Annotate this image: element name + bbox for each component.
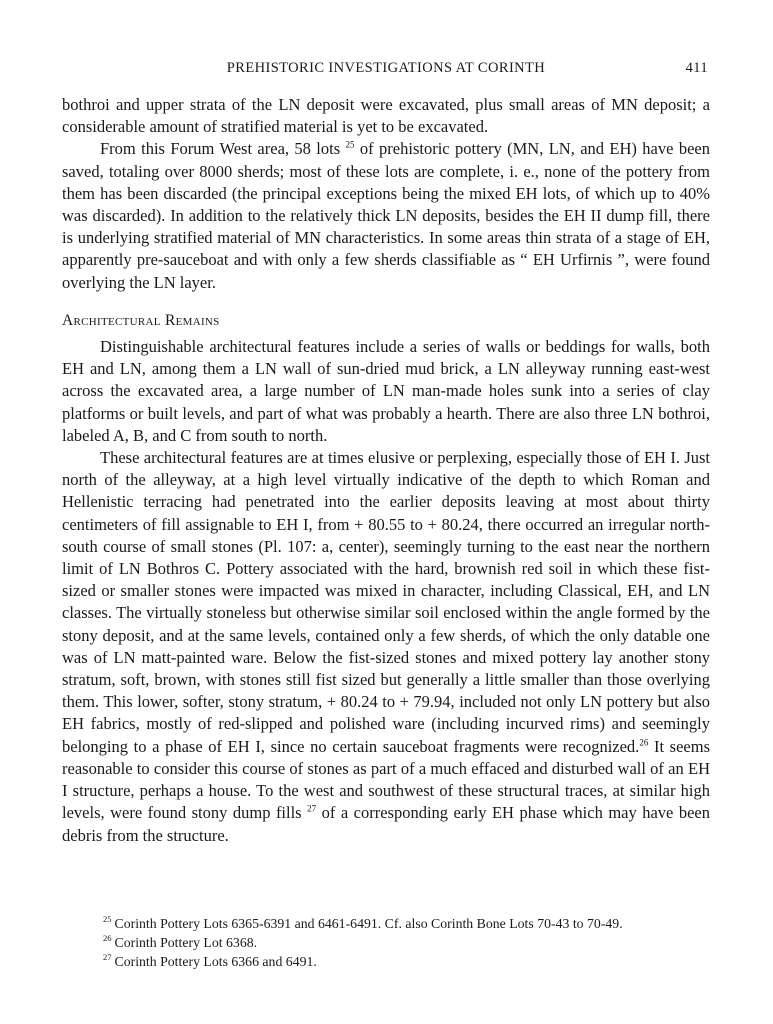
footnote-text: Corinth Pottery Lots 6365-6391 and 6461-6491. Cf. also Corinth Bone Lots 70-43 to 70-49. [114,916,623,931]
paragraph-2-text-a: From this Forum West area, 58 lots [100,139,341,159]
footnote-27 [103,952,713,971]
footnote-text: Corinth Pottery Lots 6366 and 6491. [114,954,317,969]
footnote-25 [103,914,713,933]
footnote-text: Corinth Pottery Lot 6368. [114,935,258,950]
paragraph-1 [62,94,710,138]
footnote-ref-25[interactable]: 25 [345,139,355,150]
paragraph-4 [62,447,710,847]
paragraph-3-text: Distinguishable architectural features include a series of walls or beddings for walls, both EH and LN, among them a LN wall of sun-dried mud brick, a LN alleyway running east-west across the excavated area, a large number of LN man-made holes sunk into a series of clay platforms or built levels, and part of what was probably a hearth. There are also three LN bothroi, labeled A, B, and C from south to north. [62,337,710,445]
section-heading: Architectural Remains [62,311,220,329]
footnote-ref-27[interactable]: 27 [307,803,317,814]
footnote-number: 25 [103,914,112,925]
footnote-number: 27 [103,952,112,963]
paragraph-1-text: bothroi and upper strata of the LN deposit were excavated, plus small areas of MN deposit; a considerable amount of stratified material is yet to be excavated. [62,95,710,137]
footnotes [103,914,713,971]
body-text [62,94,710,847]
paragraph-2-text-b: of prehistoric pottery (MN, LN, and EH) have been saved, totaling over 8000 sherds; most of these lots are complete, i. e., none of the pottery from them has been discarded (the principal exceptions being the mixed EH lots, of which up to 40% was discarded). In addition to the relatively thick LN deposits, besides the EH II dump fill, there is underlying stratified material of MN characteristics. In some areas thin strata of a stage of EH, apparently pre-sauceboat and with only a few sherds classifiable as “ EH Urfirnis ”, were found overlying the LN layer. [62,139,710,292]
paragraph-3 [62,336,710,447]
footnote-ref-26[interactable]: 26 [639,737,649,748]
paragraph-4-text-b: It seems reasonable to consider this course of stones as part of a much effaced and disturbed wall of an EH I structure, perhaps a house. To the west and southwest of these structural traces, at similar high levels, were found stony dump fills [62,736,711,823]
running-title: PREHISTORIC INVESTIGATIONS AT CORINTH [226,60,546,76]
paragraph-4-text-c: of a corresponding early EH phase which may have been debris from the structure. [62,803,711,845]
footnote-26 [103,933,713,952]
running-header [62,60,710,80]
page-number: 411 [685,60,708,76]
paragraph-4-text-a: These architectural features are at times elusive or perplexing, especially those of EH I. Just north of the alleyway, at a high level virtually indicative of the depth to which Roman and Hellenistic terracing had penetrated into the earlier deposits leaving at most about thirty centimeters of fill assignable to EH I, from + 80.55 to + 80.24, there occurred an irregular north-south course of small stones (Pl. 107: a, center), seemingly turning to the east near the northern limit of LN Bothros C. Pottery associated with the hard, brownish red soil in which these fist-sized or smaller stones were impacted was mixed in character, including Classical, EH, and LN classes. The virtually stoneless but otherwise similar soil enclosed within the angle formed by the stony deposit, and at the same levels, contained only a few sherds, of which the only datable one was of LN matt-painted ware. Below the fist-sized stones and mixed pottery lay another stony stratum, soft, brown, with stones still fist sized but generally a little smaller than those overlying them. This lower, softer, stony stratum, + 80.24 to + 79.94, included not only LN pottery but also EH fabrics, mostly of red-slipped and polished ware (including incurved rims) and seemingly belonging to a phase of EH I, since no certain sauceboat fragments were recognized. [62,448,710,756]
paragraph-2 [62,138,710,293]
footnote-number: 26 [103,933,112,944]
